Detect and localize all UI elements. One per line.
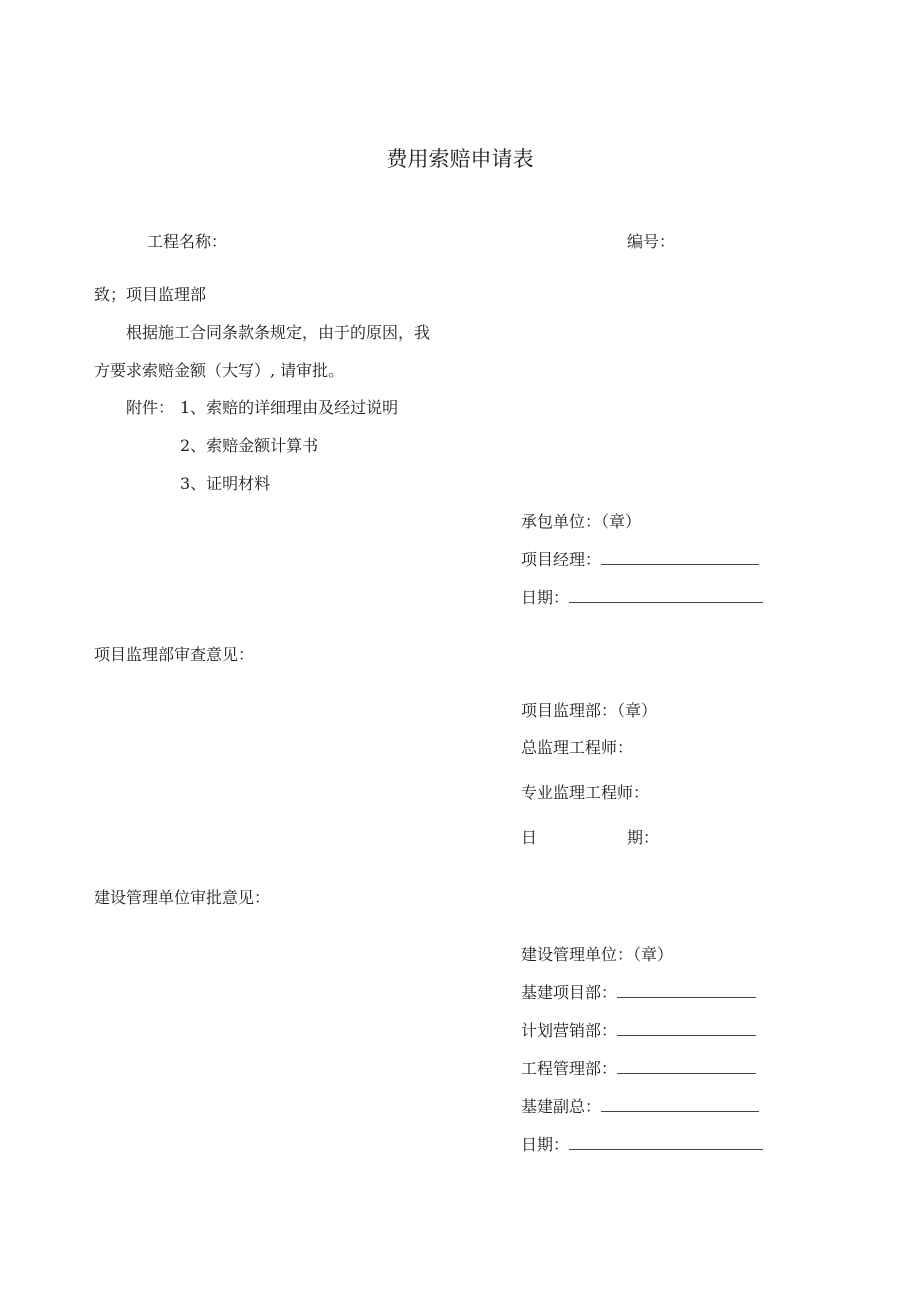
page-title: 费用索赔申请表 (386, 147, 534, 171)
signature-line (617, 1021, 756, 1036)
supervision-date-char1: 日 (521, 828, 538, 847)
engineering-dept-row (521, 1059, 756, 1079)
signature-line (569, 588, 763, 603)
signature-line (569, 1135, 763, 1150)
attachment-item: 2、索赔金额计算书 (180, 436, 319, 455)
signature-line (601, 550, 759, 565)
signature-line (617, 1059, 756, 1074)
deputy-label: 基建副总： (521, 1097, 602, 1116)
planning-dept-label: 计划营销部： (521, 1021, 618, 1040)
owner-unit-label: 建设管理单位：（章） (521, 945, 674, 964)
attachment-item: 1、索赔的详细理由及经过说明 (180, 398, 399, 417)
attachment-item: 3、证明材料 (180, 474, 271, 493)
request-paragraph-line1: 根据施工合同条款条规定，由于的原因，我 (126, 323, 431, 342)
specialist-engineer-label: 专业监理工程师： (521, 783, 650, 802)
project-name-label: 工程名称： (147, 232, 228, 251)
supervision-date-char2: 期： (627, 828, 660, 847)
contractor-date-label: 日期： (521, 588, 570, 607)
attachment-label: 附件： (126, 398, 175, 417)
supervision-opinion-label: 项目监理部审查意见： (94, 645, 255, 664)
owner-date-label: 日期： (521, 1135, 570, 1154)
project-manager-row (521, 550, 759, 570)
owner-date-row (521, 1135, 763, 1155)
number-label: 编号： (627, 232, 676, 251)
contractor-date-row (521, 588, 763, 608)
infrastructure-dept-row (521, 983, 756, 1003)
planning-dept-row (521, 1021, 756, 1041)
signature-line (617, 983, 756, 998)
addressee-line: 致；项目监理部 (94, 285, 207, 304)
deputy-row (521, 1097, 759, 1117)
contractor-unit-label: 承包单位：（章） (521, 512, 642, 531)
signature-line (601, 1097, 759, 1112)
chief-engineer-label: 总监理工程师： (521, 738, 634, 757)
owner-opinion-label: 建设管理单位审批意见： (94, 888, 271, 907)
infrastructure-dept-label: 基建项目部： (521, 983, 618, 1002)
engineering-dept-label: 工程管理部： (521, 1059, 618, 1078)
project-manager-label: 项目经理： (521, 550, 602, 569)
request-paragraph-line2: 方要求索赔金额（大写）, 请审批。 (94, 361, 345, 380)
supervision-dept-label: 项目监理部：（章） (521, 701, 658, 720)
